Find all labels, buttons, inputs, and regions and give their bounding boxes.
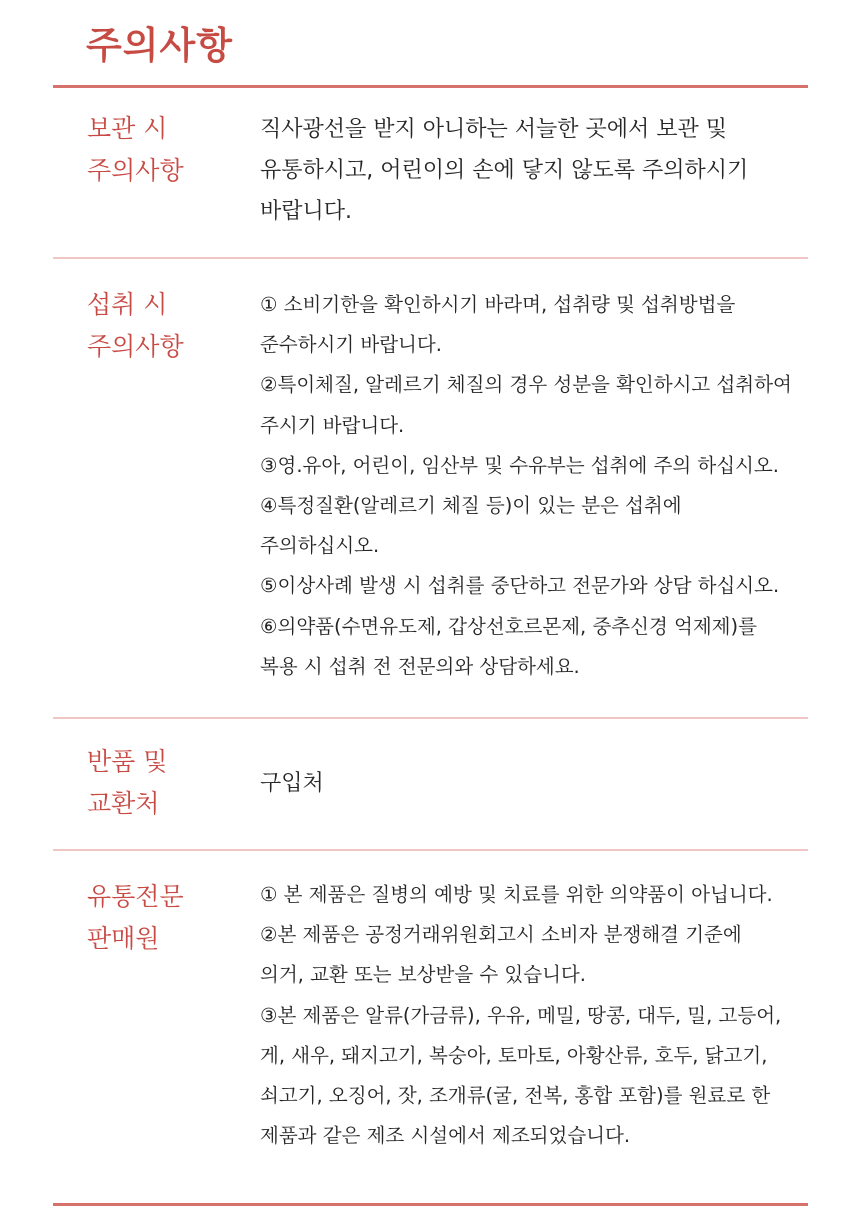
bottom-divider [53, 1203, 808, 1206]
section-label [87, 741, 167, 825]
content-line: 게, 새우, 돼지고기, 복숭아, 토마토, 아황산류, 호두, 닭고기, [260, 1043, 768, 1067]
section-returns [53, 719, 808, 849]
label-line: 교환처 [87, 789, 160, 818]
content-line: ③영.유아, 어린이, 임산부 및 수유부는 섭취에 주의 하십시오. [260, 453, 779, 477]
label-line: 섭취 시 [87, 290, 168, 319]
section-content [260, 875, 781, 1156]
content-line: 주의하십시오. [260, 534, 380, 558]
content-line: 복용 시 섭취 전 전문의와 상담하세요. [260, 654, 580, 678]
content-line: 주시기 바랍니다. [260, 413, 405, 437]
content-line: ②특이체질, 알레르기 체질의 경우 성분을 확인하시고 섭취하여 [260, 373, 792, 397]
content-line: ②본 제품은 공정거래위원회고시 소비자 분쟁해결 기준에 [260, 923, 742, 947]
content-line: ⑥의약품(수면유도제, 갑상선호르몬제, 중추신경 억제제)를 [260, 614, 757, 638]
content-line: 유통하시고, 어린이의 손에 닿지 않도록 주의하시기 [260, 158, 749, 183]
section-distributor [53, 851, 808, 1201]
content-line: 직사광선을 받지 아니하는 서늘한 곳에서 보관 및 [260, 117, 728, 142]
content-line: 구입처 [260, 771, 324, 796]
section-label [87, 108, 184, 192]
label-line: 주의사항 [87, 156, 184, 185]
section-content [260, 285, 792, 687]
label-line: 보관 시 [87, 114, 168, 143]
section-content [260, 763, 324, 804]
content-line: 제품과 같은 제조 시설에서 제조되었습니다. [260, 1124, 631, 1148]
label-line: 반품 및 [87, 747, 168, 776]
content-line: ① 소비기한을 확인하시기 바라며, 섭취량 및 섭취방법을 [260, 293, 736, 316]
content-line: 의거, 교환 또는 보상받을 수 있습니다. [260, 963, 586, 987]
label-line: 판매원 [87, 924, 160, 953]
label-line: 주의사항 [87, 332, 184, 361]
section-content [260, 109, 748, 232]
content-line: ③본 제품은 알류(가금류), 우유, 메밀, 땅콩, 대두, 밀, 고등어, [260, 1003, 782, 1027]
content-line: ④특정질환(알레르기 체질 등)이 있는 분은 섭취에 [260, 494, 682, 518]
content-line: 바랍니다. [260, 199, 353, 224]
content-line: ① 본 제품은 질병의 예방 및 치료를 위한 의약품이 아닙니다. [260, 883, 773, 906]
section-label [87, 876, 184, 960]
content-line: 쇠고기, 오징어, 잣, 조개류(굴, 전복, 홍합 포함)를 원료로 한 [260, 1084, 771, 1108]
label-line: 유통전문 [87, 882, 184, 911]
section-intake [53, 259, 808, 717]
page-title: 주의사항 [86, 24, 233, 67]
content-line: ⑤이상사례 발생 시 섭취를 중단하고 전문가와 상담 하십시오. [260, 574, 780, 598]
section-storage [53, 88, 808, 258]
section-label [87, 284, 184, 368]
content-line: 준수하시기 바랍니다. [260, 333, 442, 357]
